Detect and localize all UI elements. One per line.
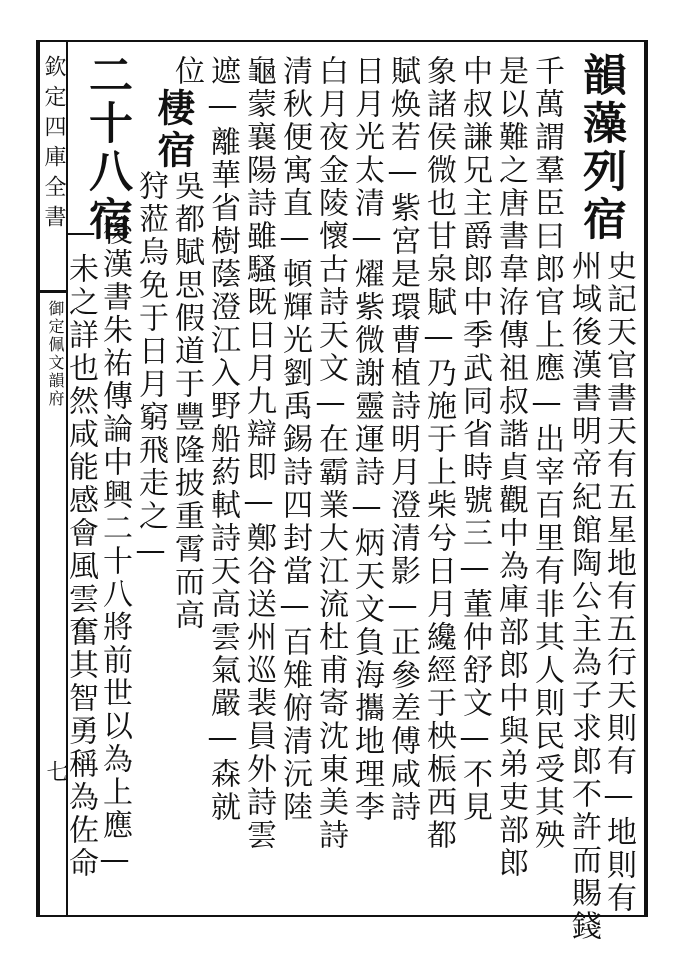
text-column-14: 狩蒞烏免于日月窮飛走之— <box>133 170 168 571</box>
text-column-16: 後漢書朱祐傳論中興二十八將前世以為上應— <box>97 215 132 880</box>
heading-yunzao-liexiu: 韻藻列宿 <box>575 52 626 244</box>
frame-bottom-rule <box>36 915 648 917</box>
text-column-13-top: 位 <box>169 55 204 88</box>
frame-right-rule <box>644 40 648 917</box>
heading-qixiu: 棲宿 <box>151 88 196 172</box>
text-column-1: 史記天官書天有五星地有五行天則有—地則有 <box>601 250 636 915</box>
text-column-17: —未之詳也然咸能感會風雲奮其智勇稱為佐命 <box>63 215 98 880</box>
text-column-6: 象諸侯微也甘泉賦—乃施于上柴兮日月纔經于柍桭西都 <box>421 55 456 852</box>
page-number: 七 <box>43 760 68 790</box>
text-column-12: 遮—離華省樹蔭澄江入野船葯軾詩天高雲氣嚴—森就 <box>205 55 240 824</box>
heading-ershiba-xiu: 二十八宿 <box>81 52 132 244</box>
text-column-13: 吳都賦思假道于豐隆披重霄而高 <box>169 170 204 632</box>
text-column-9: 白月夜金陵懷古詩天文—在霸業大江流杜甫寄沈東美詩 <box>313 55 348 852</box>
frame-top-rule <box>36 40 648 42</box>
text-column-3: 千萬謂羣臣曰郎官上應—出宰百里有非其人則民受其殃 <box>529 55 564 852</box>
text-column-2: 州域後漢書明帝紀館陶公主為子求郎不許而賜錢 <box>566 250 601 943</box>
text-column-10: 清秋便寓直—頓輝光劉禹錫詩四封當—百雉俯清沅陸 <box>277 55 312 824</box>
text-column-8: 日月光太清—燿紫微謝靈運詩—炳天文負海攜地理李 <box>349 55 384 824</box>
text-column-7: 賦焕若—紫宮是環曹植詩明月澄清影—正參差傅咸詩 <box>385 55 420 824</box>
volume-title: 御定佩文韻府 <box>46 300 65 408</box>
text-column-4: 是以難之唐書韋洊傳祖叔諧貞觀中為庫部郎中與弟吏部郎 <box>493 55 528 880</box>
text-column-5: 中叔謙兄主爵郎中季武同省時號三—董仲舒文—不見 <box>457 55 492 824</box>
text-column-11: 龜蒙襄陽詩雖騷既日月九辯即—鄭谷送州巡裴員外詩雲 <box>241 55 276 852</box>
book-title: 欽定四庫全書 <box>41 55 66 235</box>
